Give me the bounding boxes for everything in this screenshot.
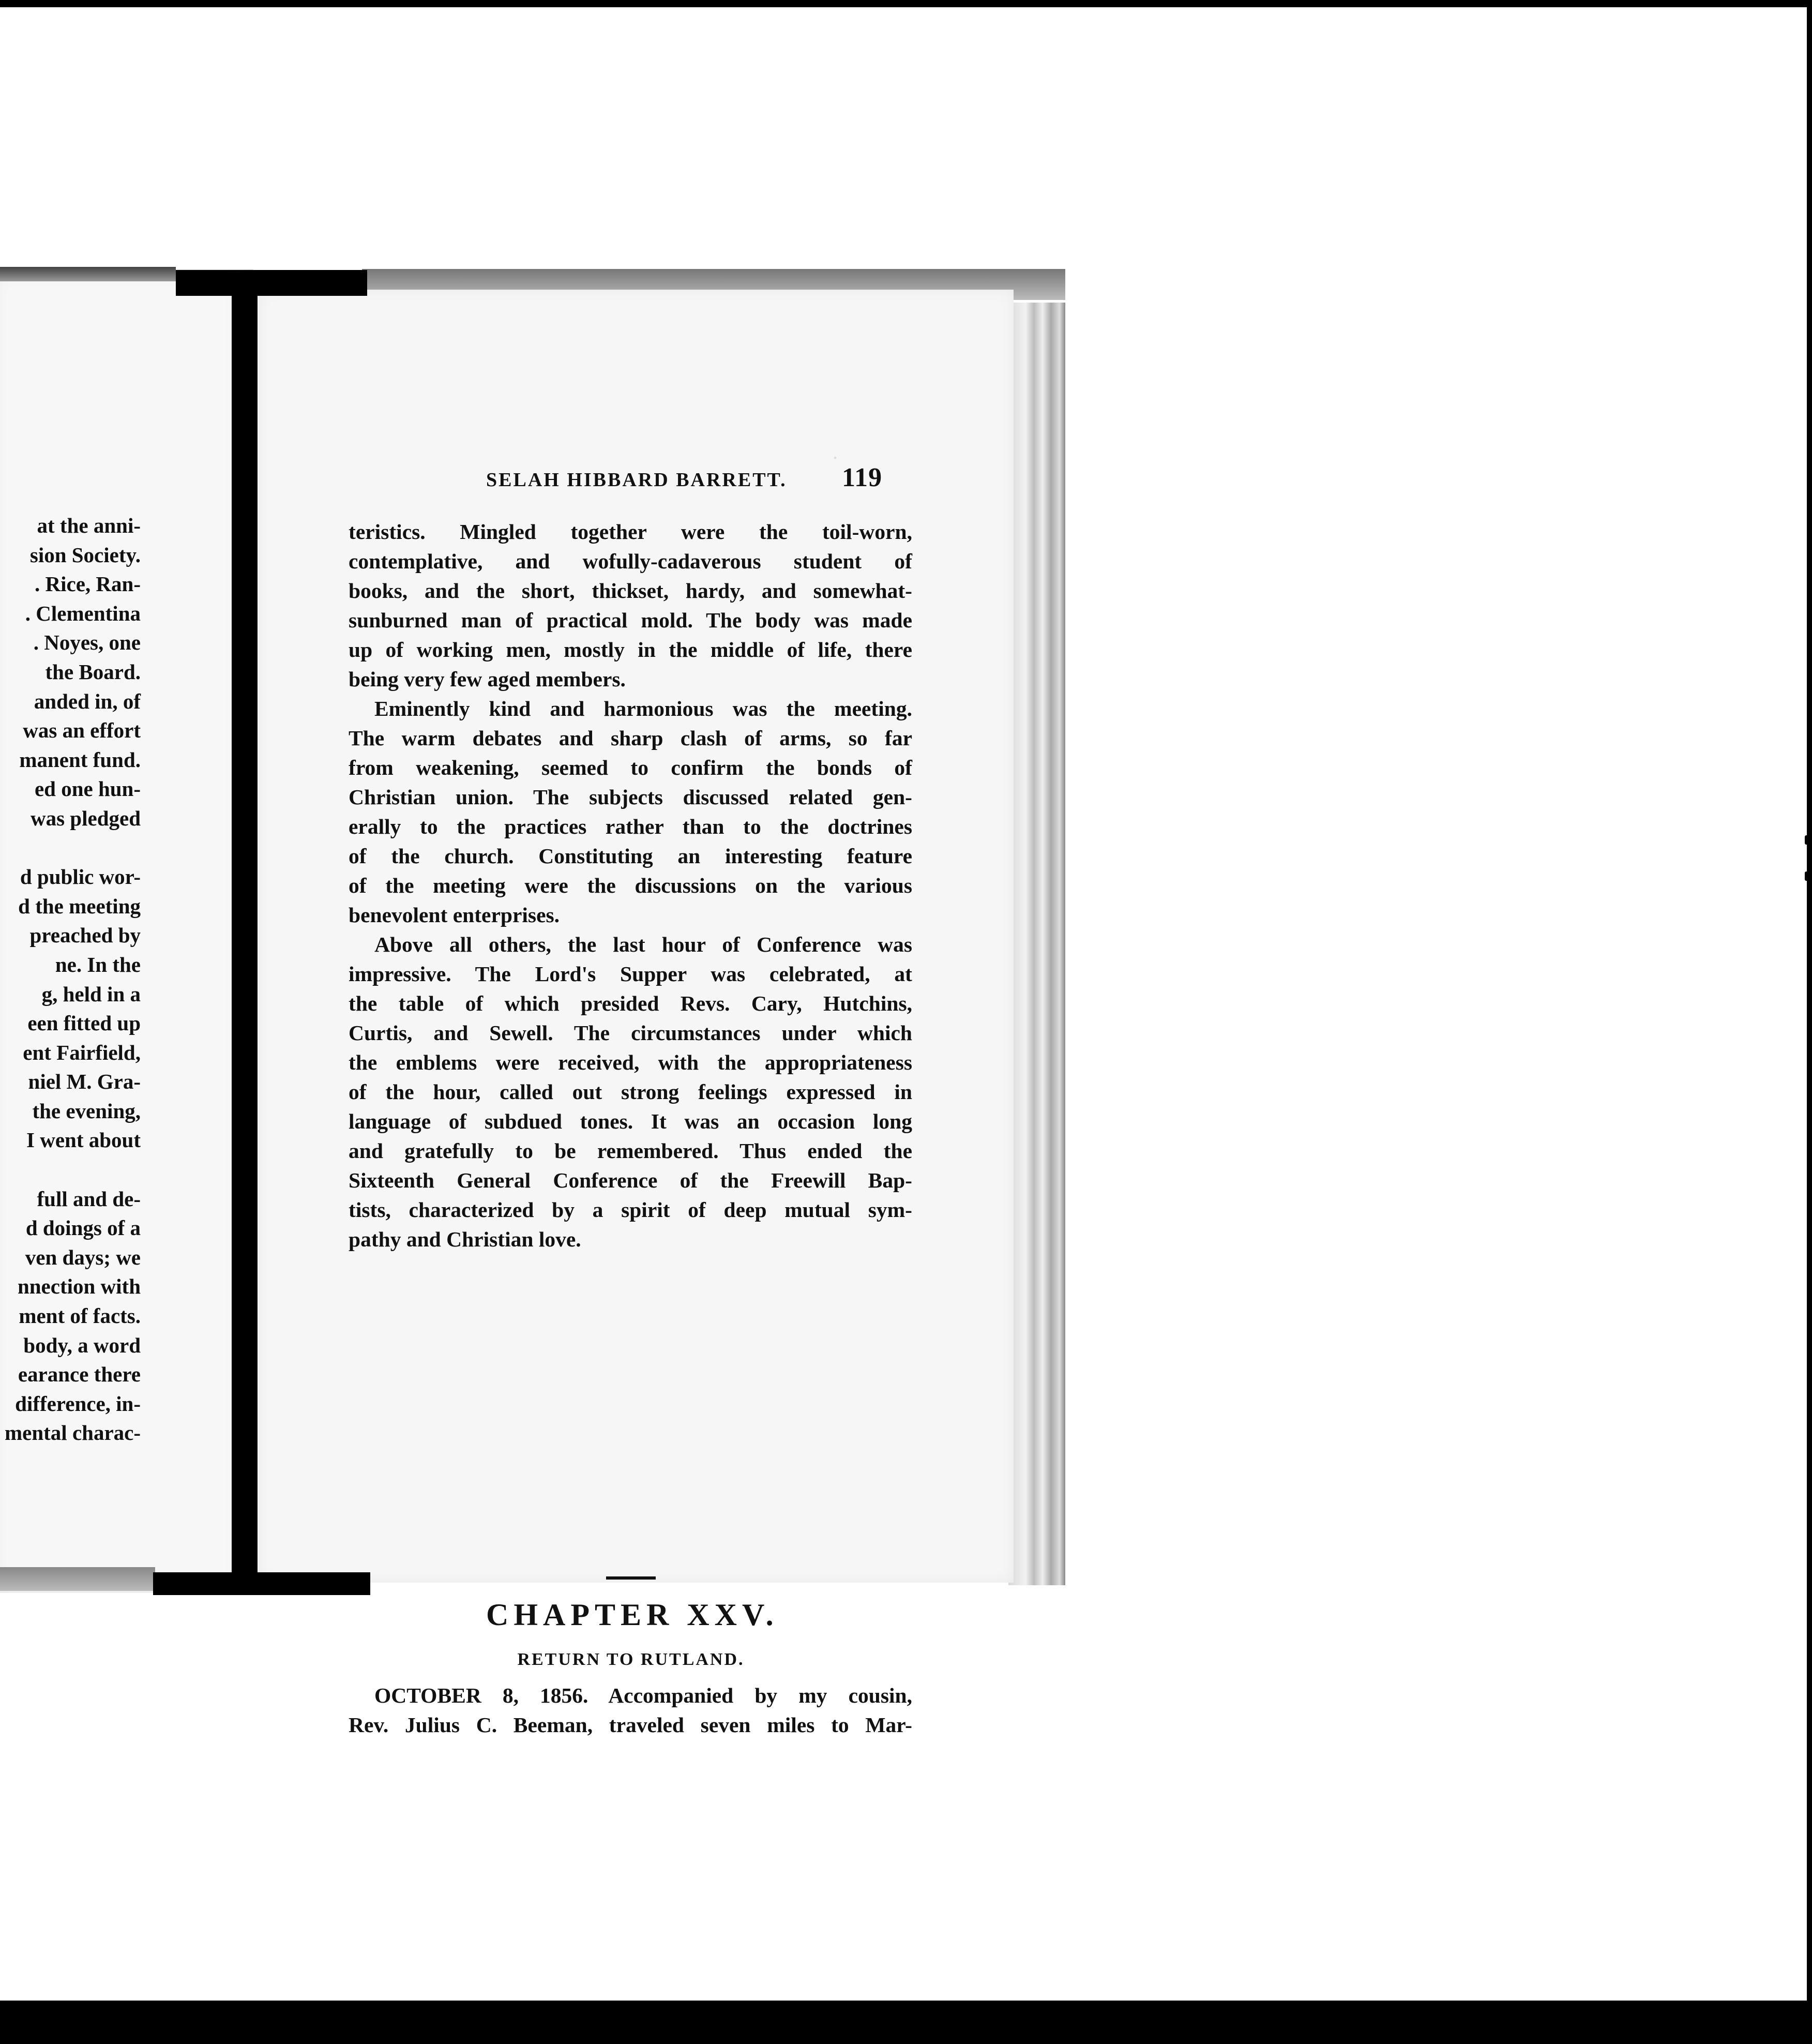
text-line: of the meeting were the discussions on the various <box>349 874 912 897</box>
left-page-line: earance there <box>18 1362 141 1387</box>
text-line: books, and the short, thickset, hardy, and somewhat- <box>349 579 912 603</box>
chapter-title: CHAPTER XXV. <box>486 1598 779 1632</box>
running-head-title: SELAH HIBBARD BARRETT. <box>486 469 787 491</box>
right-page <box>259 290 1014 1737</box>
text-line: being very few aged members. <box>349 667 626 691</box>
left-page-line: at the anni- <box>37 514 141 537</box>
text-line: sunburned man of practical mold. The body was made <box>349 608 912 632</box>
left-page-line: ment of facts. <box>19 1304 141 1328</box>
text-line: contemplative, and wofully-cadaverous student of <box>349 549 912 573</box>
left-page-line: preached by <box>29 923 141 948</box>
binding-clip-bottom <box>153 1572 370 1595</box>
page-number: 119 <box>842 463 883 492</box>
left-page-line: ven days; we <box>25 1245 141 1269</box>
left-page-line: was pledged <box>30 806 141 830</box>
text-line: tists, characterized by a spirit of deep mutual sym- <box>349 1198 912 1222</box>
text-line: language of subdued tones. It was an occasion long <box>349 1109 912 1133</box>
left-page-line <box>0 833 141 863</box>
chapter-subtitle: RETURN TO RUTLAND. <box>517 1650 745 1669</box>
text-line: the table of which presided Revs. Cary, Hutchins, <box>349 991 912 1015</box>
text-line: and gratefully to be remembered. Thus ended the <box>349 1139 912 1163</box>
stray-mark <box>1805 835 1810 845</box>
left-page-line: mental charac- <box>5 1421 141 1445</box>
text-line: Curtis, and Sewell. The circumstances under which <box>349 1021 912 1045</box>
left-page-line: ed one hun- <box>34 777 141 801</box>
left-page-line: ne. In the <box>55 952 141 976</box>
left-page-bottom-shadow <box>0 1567 155 1591</box>
left-page-line: nnection with <box>17 1274 141 1299</box>
left-page-line: d public wor- <box>20 865 141 889</box>
page-body-text <box>349 517 912 1254</box>
left-page-line: ent Fairfield, <box>23 1040 141 1064</box>
text-line: pathy and Christian love. <box>349 1227 581 1251</box>
text-line: teristics. Mingled together were the toil-worn, <box>349 520 912 544</box>
left-page-line: difference, in- <box>15 1391 141 1416</box>
section-rule <box>606 1576 656 1580</box>
left-page-line: . Rice, Ran- <box>35 572 141 596</box>
left-page-line: anded in, of <box>34 689 141 713</box>
stray-mark <box>1805 871 1810 881</box>
text-line: up of working men, mostly in the middle of life, there <box>349 638 912 662</box>
left-page-line: body, a word <box>23 1333 141 1357</box>
text-line: benevolent enterprises. <box>349 903 560 927</box>
text-line: Rev. Julius C. Beeman, traveled seven miles to Mar- <box>349 1713 912 1737</box>
left-page-line: I went about <box>26 1128 141 1152</box>
text-line: from weakening, seemed to confirm the bonds of <box>349 756 912 779</box>
left-page-line: manent fund. <box>19 747 141 772</box>
text-line: Above all others, the last hour of Conference was <box>374 933 912 956</box>
left-page-line: d doings of a <box>25 1216 141 1240</box>
left-page-line: . Noyes, one <box>33 630 141 655</box>
left-page-line: d the meeting <box>18 894 141 918</box>
left-page <box>0 269 253 1593</box>
page-edges <box>1008 303 1065 1585</box>
text-line: Sixteenth General Conference of the Freewill Bap- <box>349 1168 912 1192</box>
text-line: impressive. The Lord's Supper was celebrated, at <box>349 962 912 986</box>
bleed-through-text: . <box>833 440 838 463</box>
binding-clip-top <box>176 270 367 296</box>
left-page-line: the evening, <box>32 1099 141 1123</box>
binding-bar <box>232 290 258 1577</box>
text-line: the emblems were received, with the appropriateness <box>349 1050 912 1074</box>
left-page-top-shadow <box>0 267 176 281</box>
left-page-line: the Board. <box>45 659 141 684</box>
left-page-line: niel M. Gra- <box>28 1070 141 1094</box>
left-page-line: . Clementina <box>25 601 141 625</box>
left-page-line: g, held in a <box>41 982 141 1006</box>
left-page-text <box>0 511 141 1448</box>
text-line: erally to the practices rather than to the doctrines <box>349 815 912 838</box>
left-page-line: was an effort <box>23 718 141 743</box>
text-line: The warm debates and sharp clash of arms, so far <box>349 726 912 750</box>
text-line: of the church. Constituting an interesting feature <box>349 844 912 868</box>
text-line: of the hour, called out strong feelings expressed in <box>349 1080 912 1104</box>
scan-bottom-band <box>0 2001 1812 2044</box>
text-line: Christian union. The subjects discussed related gen- <box>349 785 912 809</box>
left-page-line: full and de- <box>37 1186 141 1211</box>
scan-top-edge <box>0 0 1812 7</box>
chapter-opening-text <box>349 1681 912 1740</box>
text-line: Eminently kind and harmonious was the meeting. <box>374 697 912 720</box>
left-page-line: sion Society. <box>29 543 141 567</box>
text-line: OCTOBER 8, 1856. Accompanied by my cousin, <box>374 1684 912 1707</box>
scan-right-edge <box>1807 0 1812 2001</box>
left-page-line: een fitted up <box>27 1011 141 1035</box>
left-page-line <box>0 1155 141 1184</box>
